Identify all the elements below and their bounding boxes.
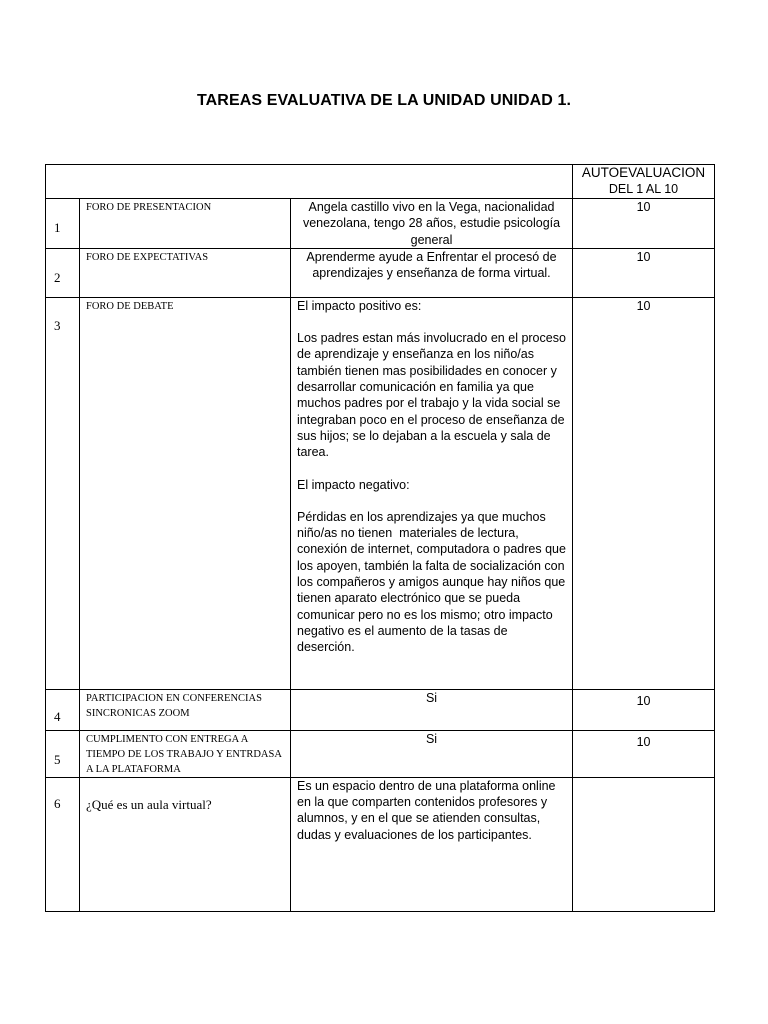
question-cell: ¿Qué es un aula virtual?: [80, 777, 291, 911]
task-cell: FORO DE DEBATE: [80, 297, 291, 689]
row-number-cell: [46, 199, 80, 249]
autoevaluation-header: [573, 165, 715, 199]
row-number-cell: [46, 730, 80, 777]
row-number: 6: [54, 795, 61, 811]
autoevaluation-header-line1: AUTOEVALUACION: [581, 165, 706, 180]
row-number: 2: [54, 269, 61, 285]
response-cell: [291, 297, 573, 689]
response-cell: Si: [291, 730, 573, 777]
row-number-cell: [46, 777, 80, 911]
score-cell: [573, 777, 715, 911]
table-row: [46, 199, 715, 249]
row-number: 4: [54, 708, 61, 724]
row-number: 1: [54, 220, 61, 236]
score-cell: 10: [573, 248, 715, 297]
table-row: [46, 777, 715, 911]
response-cell: Es un espacio dentro de una plataforma online en la que comparten contenidos profesores y alumnos, y en el que se atienden consultas, dudas y evaluaciones de los participantes.: [291, 777, 573, 911]
response-paragraph: Pérdidas en los aprendizajes ya que muchos niño/as no tienen materiales de lectura, conexión de internet, computadora o padres que los apoyen, también la falta de socialización con los compañeros y amigos aunque hay niños que tienen aparato electrónico que se pueda comunicar pero no es los mismo; otro impacto negativo es el aumento de la tasas de deserción.: [297, 509, 570, 655]
score-cell: 10: [573, 297, 715, 689]
score-cell: 10: [573, 689, 715, 730]
table-row: [46, 248, 715, 297]
score-cell: 10: [573, 730, 715, 777]
table-row: [46, 730, 715, 777]
response-paragraph: El impacto positivo es:: [297, 298, 422, 313]
table-row: [46, 689, 715, 730]
response-paragraph: El impacto negativo:: [297, 477, 410, 492]
header-empty-cell: [46, 165, 573, 199]
row-number-cell: [46, 689, 80, 730]
task-cell: CUMPLIMENTO CON ENTREGA A TIEMPO DE LOS TRABAJO Y ENTRDASA A LA PLATAFORMA: [80, 730, 291, 777]
table-header-row: [46, 165, 715, 199]
row-number: 3: [54, 317, 61, 333]
row-number-cell: [46, 297, 80, 689]
task-cell: FORO DE PRESENTACION: [80, 199, 291, 249]
response-cell: Si: [291, 689, 573, 730]
evaluation-table: [45, 164, 715, 912]
row-number: 5: [54, 751, 61, 767]
response-cell: Aprenderme ayude a Enfrentar el procesó de aprendizajes y enseñanza de forma virtual.: [291, 248, 573, 297]
score-cell: 10: [573, 199, 715, 249]
task-cell: FORO DE EXPECTATIVAS: [80, 248, 291, 297]
response-cell: Angela castillo vivo en la Vega, nacionalidad venezolana, tengo 28 años, estudie psicología general: [291, 199, 573, 249]
row-number-cell: [46, 248, 80, 297]
autoevaluation-header-line2: DEL 1 AL 10: [608, 182, 679, 196]
table-row: [46, 297, 715, 689]
response-paragraph: Los padres estan más involucrado en el proceso de aprendizaje y enseñanza en los niño/as también tienen mas posibilidades en conocer y desarrollar comunicación en familia ya que muchos padres por el trabajo y la vida social se integraban poco en el proceso de enseñanza de sus hijos; se lo dejaban a la escuela y sala de tarea.: [297, 331, 570, 460]
task-cell: PARTICIPACION EN CONFERENCIAS SINCRONICAS ZOOM: [80, 689, 291, 730]
document-title: TAREAS EVALUATIVA DE LA UNIDAD UNIDAD 1.: [196, 92, 572, 109]
